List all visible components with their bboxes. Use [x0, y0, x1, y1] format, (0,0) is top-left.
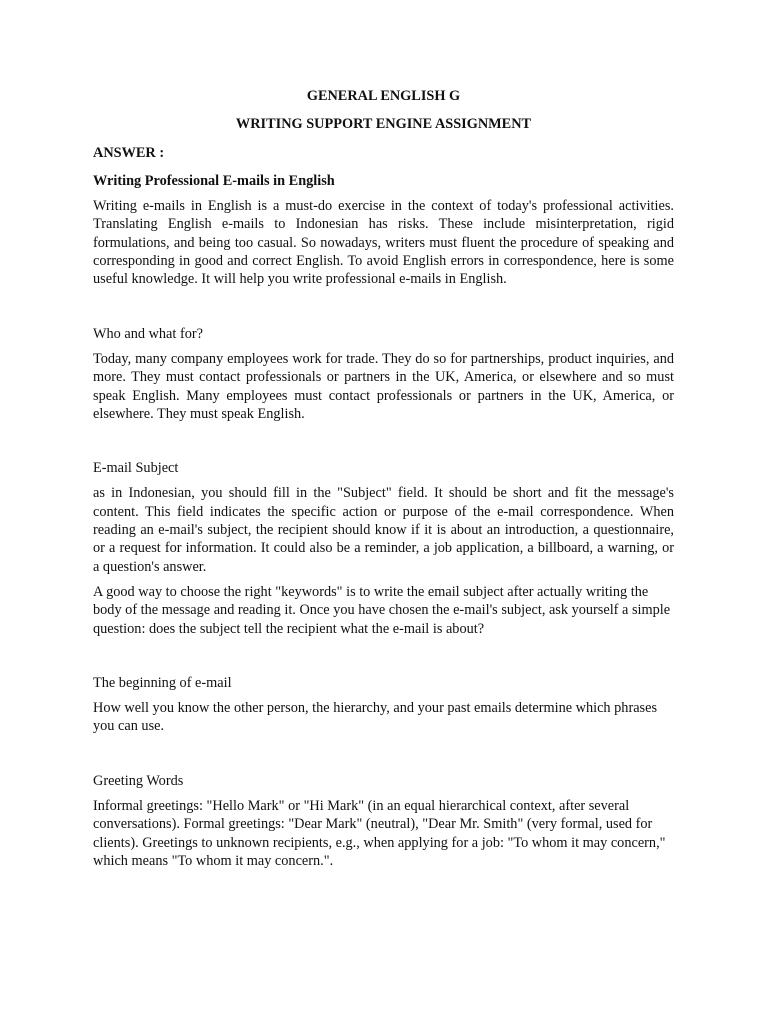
section-paragraph: How well you know the other person, the hierarchy, and your past emails determine which phrases you can use.	[93, 700, 658, 735]
document-page	[93, 80, 674, 870]
intro-paragraph: Writing e-mails in English is a must-do exercise in the context of today's professional activities. Translating English e-mails to Indonesian has risks. These include misinterpretation, rigid formulations, and being too casual. So nowadays, writers must fluent the procedure of speaking and corresponding in good and correct English. To avoid English errors in correspondence, here is some useful knowledge. It will help you write professional e-mails in English.	[93, 198, 674, 288]
section-heading-beginning-of-email: The beginning of e-mail	[93, 674, 232, 691]
section-heading-who-and-what-for: Who and what for?	[93, 325, 203, 342]
article-title: Writing Professional E-mails in English	[93, 172, 335, 189]
answer-label: ANSWER :	[93, 144, 165, 161]
section-paragraph: as in Indonesian, you should fill in the "Subject" field. It should be short and fit the message's content. This field indicates the specific action or purpose of the e-mail correspondence. When reading an e-mail's subject, the recipient should know if it is about an introduction, a questionnaire, or a request for information. It could also be a reminder, a job application, a billboard, a warning, or a question's answer.	[93, 485, 674, 575]
document-title: GENERAL ENGLISH G	[306, 88, 461, 104]
section-paragraph: A good way to choose the right "keywords" is to write the email subject after actually writing the body of the message and reading it. Once you have chosen the e-mail's subject, ask yourself a simple question: does the subject tell the recipient what the e-mail is about?	[93, 583, 671, 637]
document-subtitle-assignment: WRITING SUPPORT ENGINE ASSIGNMENT	[235, 116, 532, 133]
section-paragraph: Today, many company employees work for trade. They do so for partnerships, product inquiries, and more. They must contact professionals or partners in the UK, America, or elsewhere and so must speak English. Many employees must contact professionals or partners in the UK, America, or elsewhere. They must speak English.	[93, 350, 674, 422]
section-heading-email-subject: E-mail Subject	[93, 460, 179, 477]
section-paragraph: Informal greetings: "Hello Mark" or "Hi Mark" (in an equal hierarchical context, after several conversations). Formal greetings: "Dear Mark" (neutral), "Dear Mr. Smith" (very formal, used for clients). Greetings to unknown recipients, e.g., when applying for a job: "To whom it may concern," which means "To whom it may concern.".	[93, 798, 666, 869]
section-heading-greeting-words: Greeting Words	[93, 772, 184, 789]
